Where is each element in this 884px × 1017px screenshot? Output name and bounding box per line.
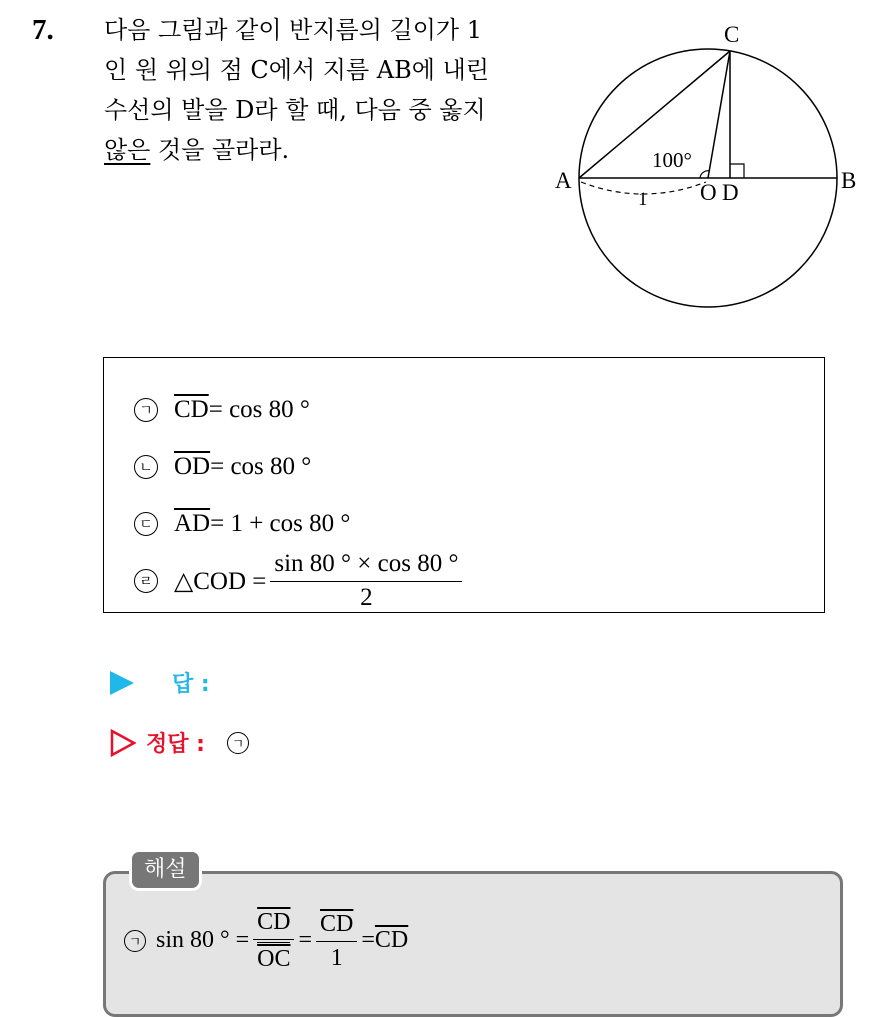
play-filled-icon (110, 671, 134, 695)
explanation-mark: ㄱ (124, 930, 146, 952)
question-line-last (104, 130, 544, 170)
fraction (253, 908, 294, 973)
choice-expression: = cos 80 ° (208, 396, 310, 423)
label-b: B (841, 168, 857, 193)
equals-sign: = (298, 927, 313, 953)
choice-expression: = cos 80 ° (210, 453, 312, 480)
equals-sign: = (361, 927, 375, 953)
choice-mark: ㄱ (134, 398, 158, 422)
label-d: D (722, 180, 739, 205)
fraction-denominator: 2 (360, 584, 373, 611)
label-c: C (724, 22, 740, 47)
choice-item (134, 510, 350, 538)
choice-item (134, 550, 466, 612)
question-line-rest: 것을 골라라. (150, 136, 290, 164)
explanation-rhs: $\overline{CD}$ (374, 927, 409, 953)
fraction-numerator: sin 80 ° × cos 80 ° (270, 550, 462, 582)
question-line: 다음 그림과 같이 반지름의 길이가 1 (104, 16, 482, 44)
label-o: O (700, 180, 717, 205)
question-line: 인 원 위의 점 C에서 지름 AB에 내린 (104, 56, 489, 84)
label-a: A (555, 168, 572, 193)
correct-answer-row (110, 727, 249, 758)
choice-expression: = 1 + cos 80 ° (210, 510, 351, 537)
question-number: 7. (32, 14, 54, 46)
question-line: 수선의 발을 D라 할 때, 다음 중 옳지 (104, 96, 486, 124)
angle-label: 100° (652, 148, 692, 172)
choice-lhs: △COD = (174, 568, 267, 595)
underlined-word: 않은 (104, 136, 151, 164)
circle-figure (548, 18, 858, 318)
segment-label: $\overline{OD}$ (174, 453, 211, 480)
segment-oc (708, 51, 730, 178)
fraction (270, 550, 462, 612)
fraction-denominator: 1 (330, 944, 343, 971)
fraction-numerator: $\overline{CD}$ (316, 910, 357, 942)
correct-answer-label: 정답 : (146, 732, 205, 757)
right-angle-mark (730, 164, 744, 178)
choice-mark: ㄹ (134, 569, 158, 593)
explanation-lhs: sin 80 ° = (156, 927, 250, 953)
explanation-formula (124, 908, 408, 973)
radius-label: 1 (638, 189, 648, 210)
choice-item (134, 453, 311, 481)
answer-row (110, 667, 210, 698)
choices-box (103, 357, 825, 613)
choice-mark: ㄷ (134, 512, 158, 536)
segment-label: $\overline{AD}$ (174, 510, 211, 537)
play-outline-icon (110, 729, 136, 757)
answer-label: 답 : (172, 672, 210, 697)
choice-mark: ㄴ (134, 455, 158, 479)
explanation-tag: 해설 (129, 849, 202, 891)
fraction-denominator: OC (257, 942, 290, 973)
question-text (104, 10, 544, 170)
segment-label: $\overline{CD}$ (174, 396, 209, 423)
fraction-numerator: $\overline{CD}$ (253, 908, 294, 940)
correct-answer-value: ㄱ (227, 732, 249, 754)
fraction (316, 910, 357, 972)
choice-item (134, 396, 310, 424)
